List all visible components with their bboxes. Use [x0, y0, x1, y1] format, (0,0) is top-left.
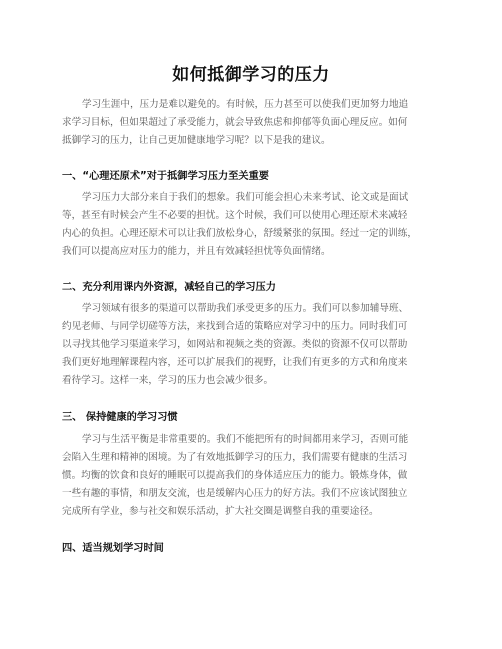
paragraph-line: 约见老师、与同学切磋等方法，来找到合适的策略应对学习中的压力。同时我们可 [62, 321, 408, 332]
paragraph-line: 抵御学习的压力，让自己更加健康地学习呢？以下是我的建议。 [62, 135, 331, 146]
paragraph-line: 惯。均衡的饮食和良好的睡眠可以提高我们的身体适应压力的能力。锻炼身体，做 [62, 470, 408, 481]
section-heading: 一、“心理还原术”对于抵御学习压力至关重要 [62, 171, 269, 182]
paragraph-line: 学习压力大部分来自于我们的想象。我们可能会担心未来考试、论文或是面试 [82, 192, 409, 203]
paragraph-line: 我们更好地理解课程内容，还可以扩展我们的视野，让我们有更多的方式和角度来 [62, 357, 408, 368]
section-heading: 三、 保持健康的学习习惯 [62, 412, 178, 423]
section-paragraph [62, 300, 445, 390]
paragraph-line: 内心的负担。心理还原术可以让我们放松身心，舒缓紧张的氛围。经过一定的训练， [62, 228, 417, 239]
document-title: 如何抵御学习的压力 [172, 65, 330, 85]
section-heading: 四、适当规划学习时间 [62, 543, 164, 554]
intro-paragraph [62, 96, 445, 150]
section-heading: 二、充分利用课内外资源，减轻自己的学习压力 [62, 282, 276, 293]
paragraph-line: 会陷入生理和精神的困境。为了有效地抵御学习的压力，我们需要有健康的生活习 [62, 452, 408, 463]
section-paragraph [62, 431, 445, 521]
paragraph-line: 我们可以提高应对压力的能力，并且有效减轻担忧等负面情绪。 [62, 246, 331, 257]
paragraph-line: 学习生涯中，压力是难以避免的。有时候，压力甚至可以使我们更加努力地追 [82, 99, 409, 110]
paragraph-line: 以寻找其他学习渠道来学习，如网站和视频之类的资源。类似的资源不仅可以帮助 [62, 339, 408, 350]
paragraph-line: 学习与生活平衡是非常重要的。我们不能把所有的时间都用来学习，否则可能 [82, 434, 409, 445]
paragraph-line: 看待学习。这样一来，学习的压力也会减少很多。 [62, 375, 274, 386]
paragraph-line: 求学习目标，但如果超过了承受能力，就会导致焦虑和抑郁等负面心理反应。如何 [62, 117, 408, 128]
paragraph-line: 等，甚至有时候会产生不必要的担忧。这个时候，我们可以使用心理还原术来减轻 [62, 210, 408, 221]
paragraph-line: 学习领域有很多的渠道可以帮助我们承受更多的压力。我们可以参加辅导班、 [82, 303, 409, 314]
section-paragraph [62, 189, 445, 261]
paragraph-line: 一些有趣的事情，和朋友交流，也是缓解内心压力的好方法。我们不应该试图独立 [62, 488, 408, 499]
paragraph-line: 完成所有学业，参与社交和娱乐活动，扩大社交圈是调整自我的重要途径。 [62, 506, 379, 517]
